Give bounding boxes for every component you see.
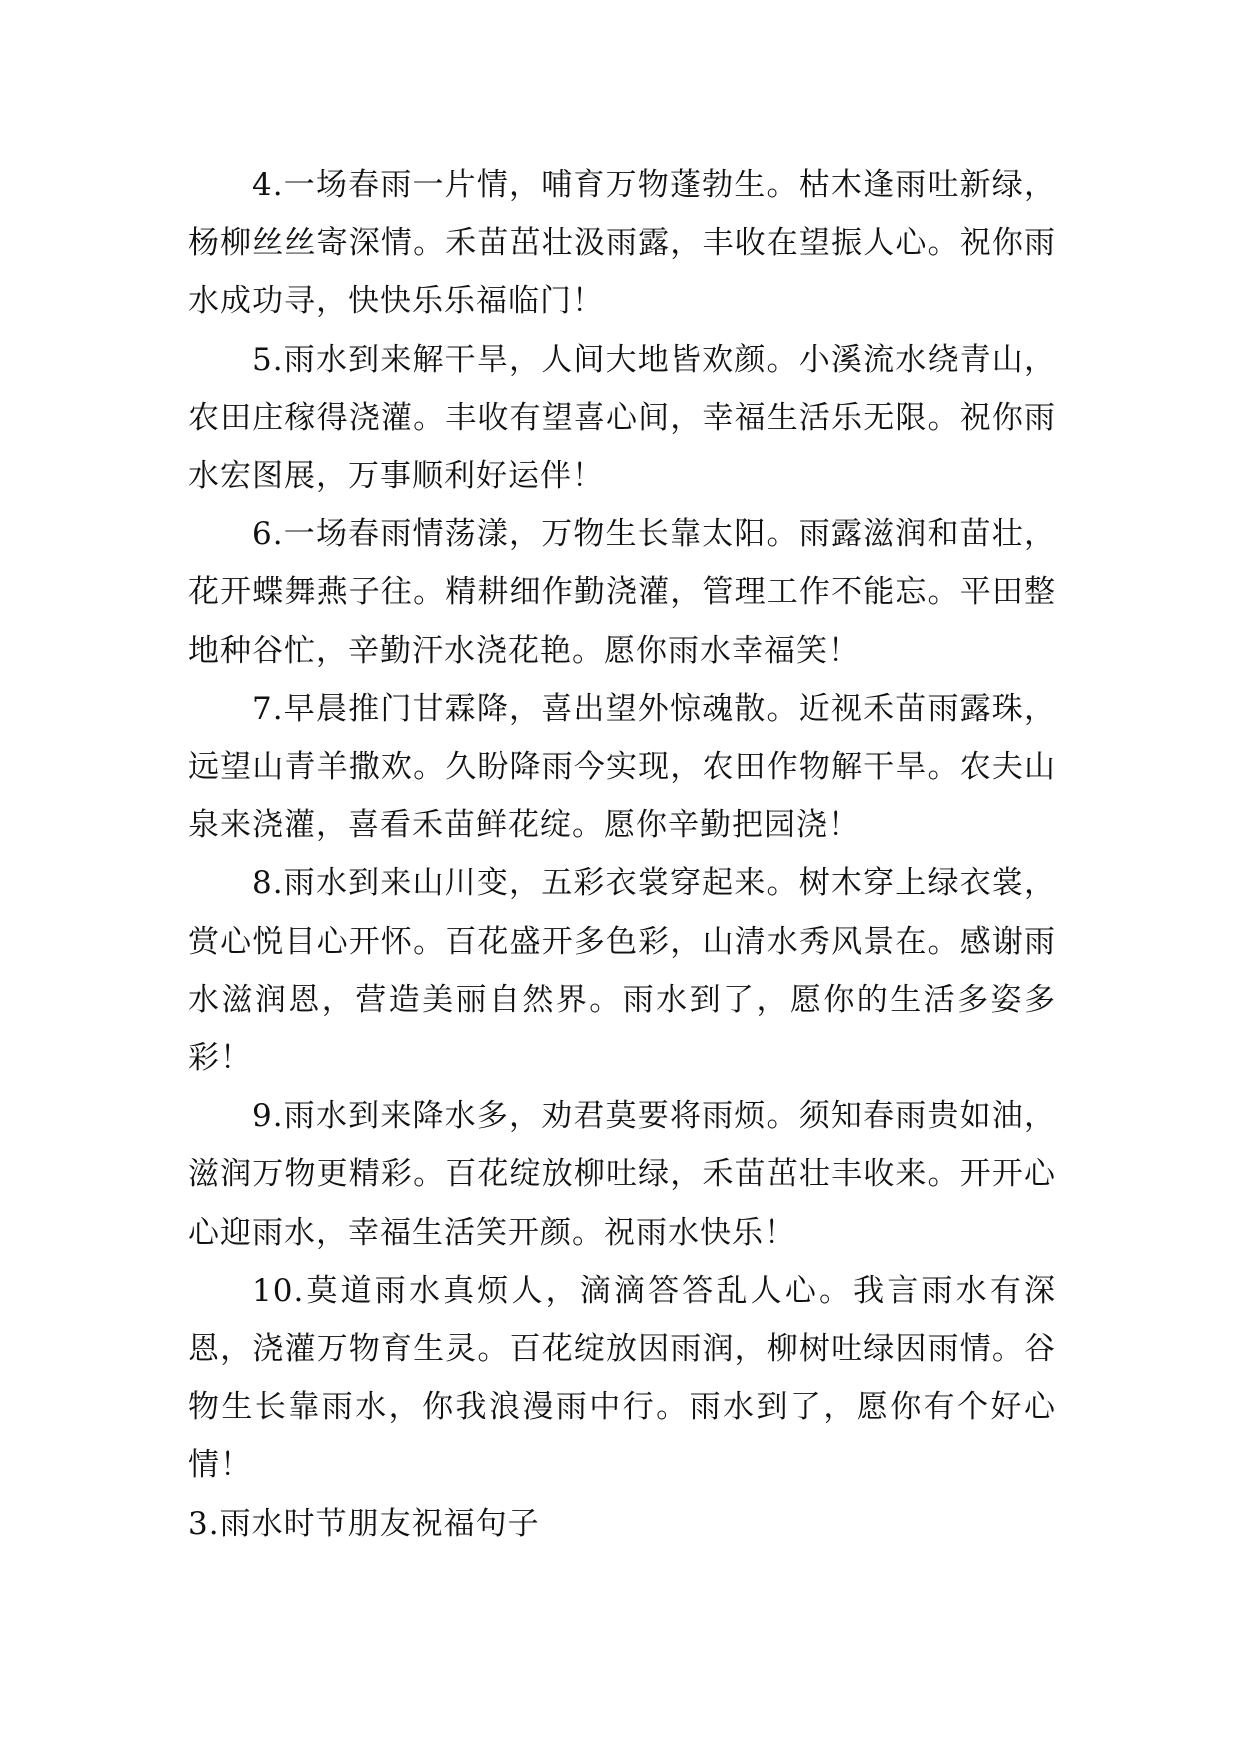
- paragraph-5: 5.雨水到来解干旱，人间大地皆欢颜。小溪流水绕青山，农田庄稼得浇灌。丰收有望喜心间，幸福生活乐无限。祝你雨水宏图展，万事顺利好运伴！: [188, 341, 1056, 495]
- paragraph-8: 8.雨水到来山川变，五彩衣裳穿起来。树木穿上绿衣裳，赏心悦目心开怀。百花盛开多色彩，山清水秀风景在。感谢雨水滋润恩，营造美丽自然界。雨水到了，愿你的生活多姿多彩！: [188, 865, 1056, 1077]
- paragraph-10: 10.莫道雨水真烦人，滴滴答答乱人心。我言雨水有深恩，浇灌万物育生灵。百花绽放因雨润，柳树吐绿因雨情。谷物生长靠雨水，你我浪漫雨中行。雨水到了，愿你有个好心情！: [188, 1272, 1056, 1484]
- paragraph-4: 4.一场春雨一片情，哺育万物蓬勃生。枯木逢雨吐新绿，杨柳丝丝寄深情。禾苗茁壮汲雨露，丰收在望振人心。祝你雨水成功寻，快快乐乐福临门！: [188, 167, 1056, 320]
- paragraph-6: 6.一场春雨情荡漾，万物生长靠太阳。雨露滋润和苗壮，花开蝶舞燕子往。精耕细作勤浇灌，管理工作不能忘。平田整地种谷忙，辛勤汗水浇花艳。愿你雨水幸福笑！: [188, 516, 1056, 669]
- section-heading: 3.雨水时节朋友祝福句子: [188, 1505, 540, 1542]
- document-body: [188, 156, 1056, 1553]
- paragraph-7: 7.早晨推门甘霖降，喜出望外惊魂散。近视禾苗雨露珠，远望山青羊撒欢。久盼降雨今实现，农田作物解干旱。农夫山泉来浇灌，喜看禾苗鲜花绽。愿你辛勤把园浇！: [188, 690, 1056, 844]
- paragraph-9: 9.雨水到来降水多，劝君莫要将雨烦。须知春雨贵如油，滋润万物更精彩。百花绽放柳吐绿，禾苗茁壮丰收来。开开心心迎雨水，幸福生活笑开颜。祝雨水快乐！: [188, 1098, 1056, 1251]
